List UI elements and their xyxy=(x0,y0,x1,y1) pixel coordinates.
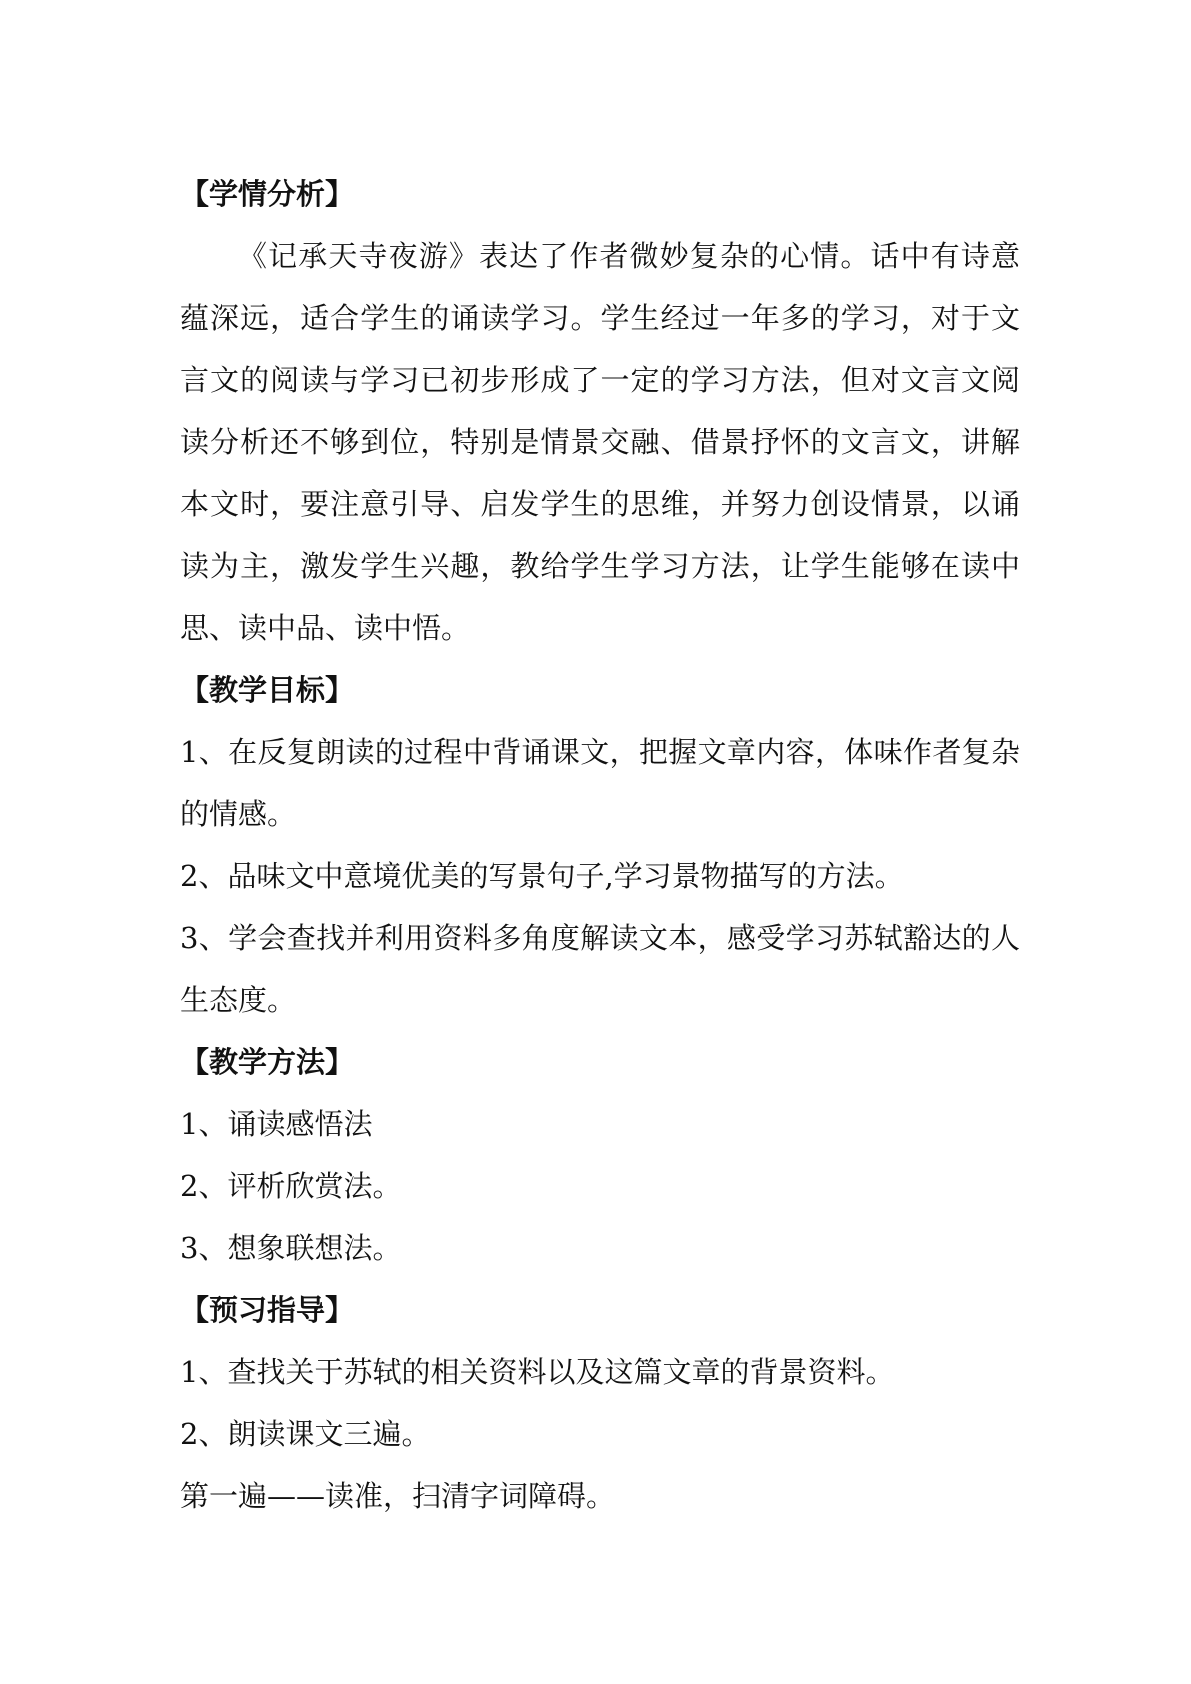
heading-preview-guide: 【预习指导】 xyxy=(180,1293,355,1327)
list-item-goal-3: 3、学会查找并利用资料多角度解读文本，感受学习苏轼豁达的人生态度。 xyxy=(180,921,1020,1017)
heading-teaching-goals: 【教学目标】 xyxy=(180,673,355,707)
heading-student-analysis: 【学情分析】 xyxy=(180,177,355,211)
document-body xyxy=(180,163,1020,1527)
heading-teaching-methods: 【教学方法】 xyxy=(180,1045,355,1079)
list-item-preview-1: 1、查找关于苏轼的相关资料以及这篇文章的背景资料。 xyxy=(180,1355,895,1389)
paragraph-student-analysis: 《记承天寺夜游》表达了作者微妙复杂的心情。话中有诗意蕴深远，适合学生的诵读学习。学生经过一年多的学习，对于文言文的阅读与学习已初步形成了一定的学习方法，但对文言文阅读分析还不够到位，特别是情景交融、借景抒怀的文言文，讲解本文时，要注意引导、启发学生的思维，并努力创设情景，以诵读为主，激发学生兴趣，教给学生学习方法，让学生能够在读中思、读中品、读中悟。 xyxy=(180,239,1020,645)
list-item-preview-2: 2、朗读课文三遍。 xyxy=(180,1417,431,1451)
list-item-preview-3: 第一遍——读准，扫清字词障碍。 xyxy=(180,1479,616,1513)
list-item-goal-1: 1、在反复朗读的过程中背诵课文，把握文章内容，体味作者复杂的情感。 xyxy=(180,735,1020,831)
list-item-method-2: 2、评析欣赏法。 xyxy=(180,1169,402,1203)
list-item-goal-2: 2、品味文中意境优美的写景句子,学习景物描写的方法。 xyxy=(180,859,904,893)
list-item-method-1: 1、诵读感悟法 xyxy=(180,1107,373,1141)
list-item-method-3: 3、想象联想法。 xyxy=(180,1231,402,1265)
